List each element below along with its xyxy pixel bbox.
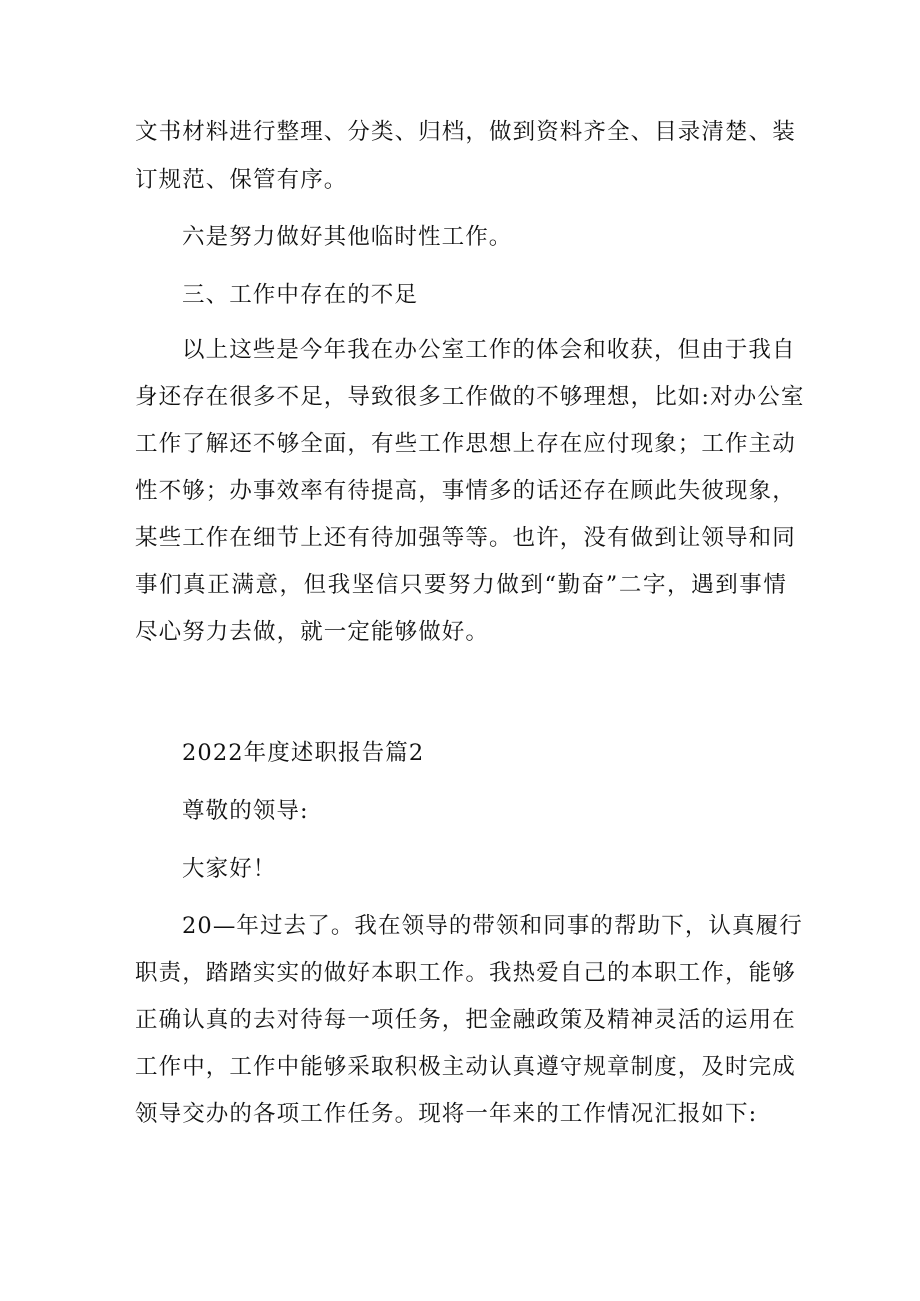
paragraph-line: 订规范、保管有序。: [135, 167, 348, 193]
paragraph-line: 某些工作在细节上还有待加强等等。也许，没有做到让领导和同: [135, 525, 796, 551]
paragraph-line: 文书材料进行整理、分类、归档，做到资料齐全、目录清楚、装: [135, 119, 796, 145]
paragraph-line: 身还存在很多不足，导致很多工作做的不够理想，比如:对办公室: [135, 384, 805, 410]
paragraph-line: 工作了解还不够全面，有些工作思想上存在应付现象；工作主动: [135, 431, 796, 457]
greeting: 大家好！: [182, 856, 277, 882]
salutation: 尊敬的领导:: [182, 798, 309, 824]
paragraph-line: 工作中，工作中能够采取积极主动认真遵守规章制度，及时完成: [135, 1054, 796, 1080]
paragraph-line: 20—年过去了。我在领导的带领和同事的帮助下，认真履行: [182, 913, 803, 939]
paragraph-line: 以上这些是今年我在办公室工作的体会和收获，但由于我自: [182, 337, 796, 363]
paragraph-line: 职责，踏踏实实的做好本职工作。我热爱自己的本职工作，能够: [135, 960, 796, 986]
paragraph-line: 尽心努力去做，就一定能够做好。: [135, 619, 490, 645]
paragraph-line: 领导交办的各项工作任务。现将一年来的工作情况汇报如下:: [135, 1101, 758, 1127]
report-title: 2022年度述职报告篇2: [182, 740, 425, 766]
paragraph-line: 正确认真的去对待每一项任务，把金融政策及精神灵活的运用在: [135, 1007, 796, 1033]
paragraph-line: 事们真正满意，但我坚信只要努力做到“勤奋”二字，遇到事情: [135, 572, 787, 598]
paragraph-line: 性不够；办事效率有待提高，事情多的话还存在顾此失彼现象，: [135, 478, 796, 504]
section-heading: 三、工作中存在的不足: [182, 282, 419, 308]
paragraph-line: 六是努力做好其他临时性工作。: [182, 224, 513, 250]
